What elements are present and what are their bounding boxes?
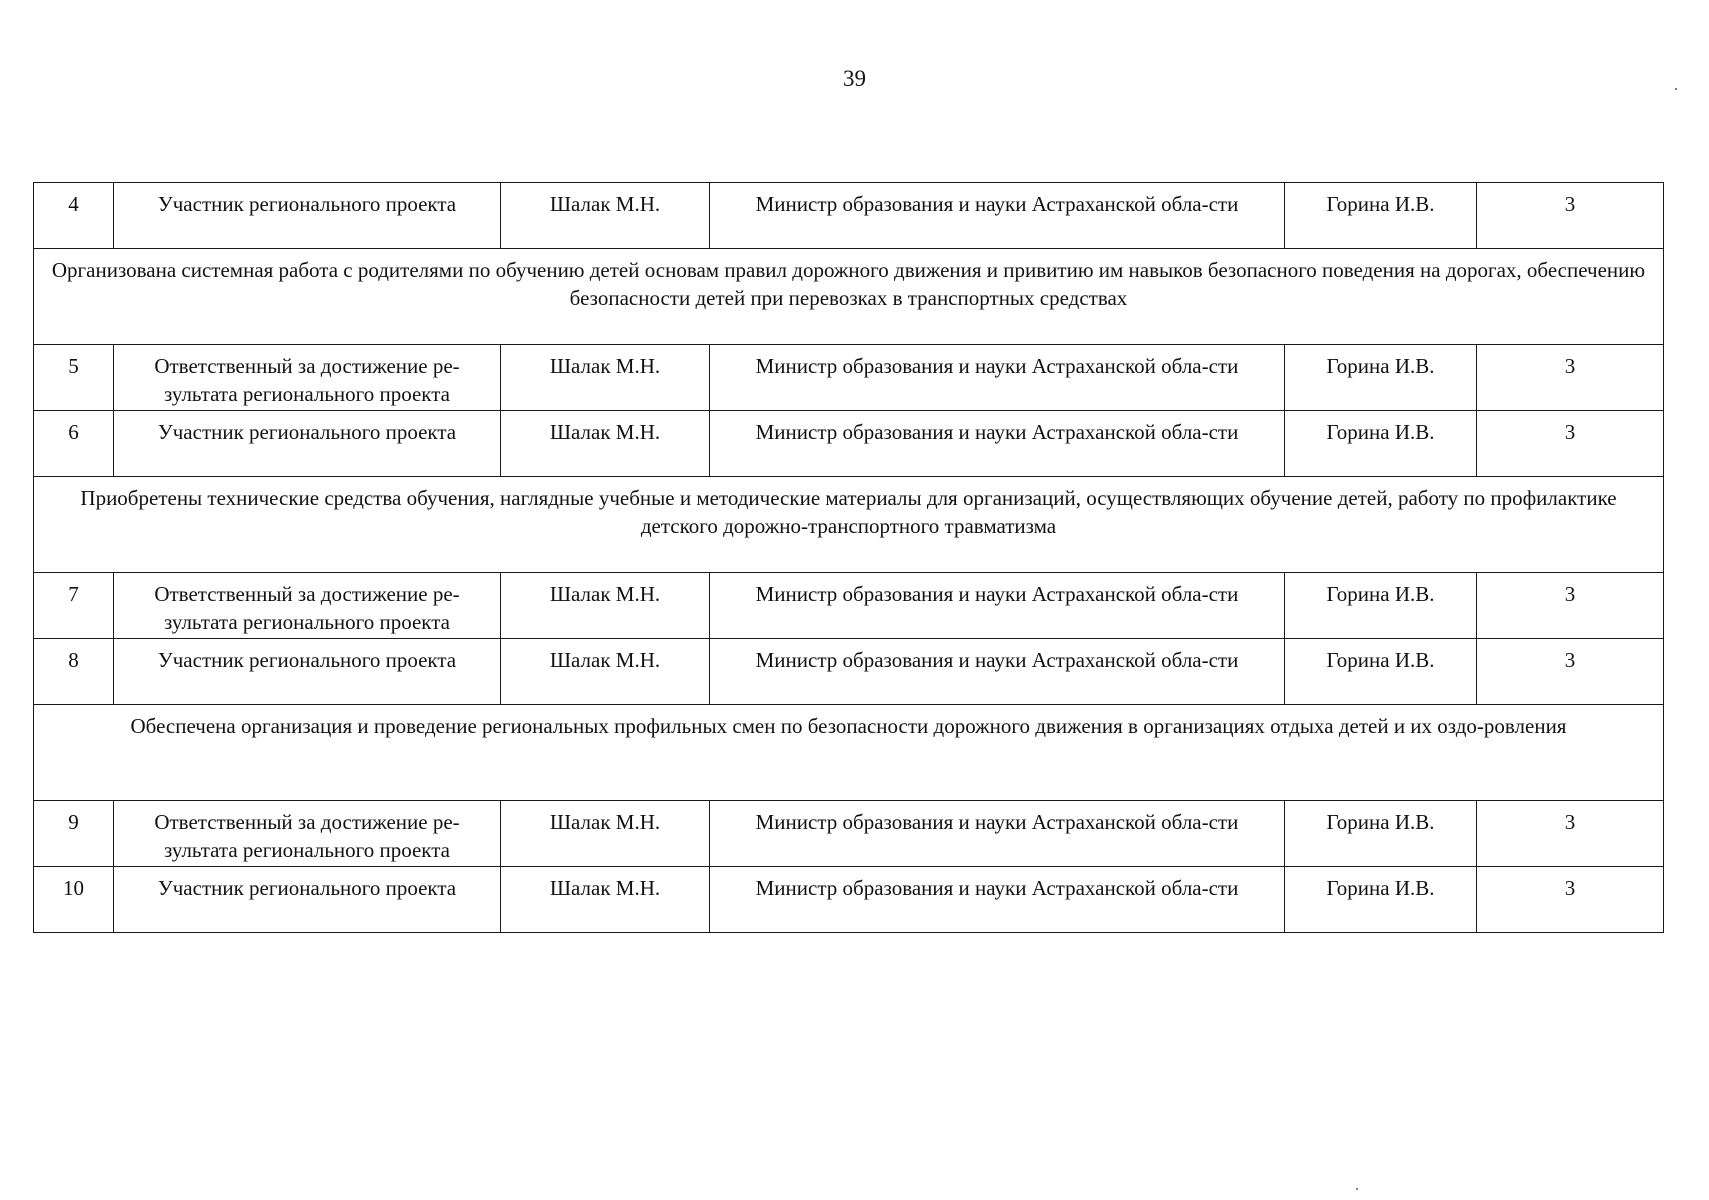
name-cell: Шалак М.Н. xyxy=(501,801,710,867)
role-cell: Участник регионального проекта xyxy=(114,183,501,249)
role-cell: Ответственный за достижение ре-зультата регионального проекта xyxy=(114,801,501,867)
row-number-cell: 4 xyxy=(34,183,114,249)
role-cell: Ответственный за достижение ре-зультата регионального проекта xyxy=(114,573,501,639)
table-body xyxy=(34,183,1664,933)
name-cell: Шалак М.Н. xyxy=(501,573,710,639)
position-cell: Министр образования и науки Астраханской обла-сти xyxy=(710,183,1285,249)
name-cell: Шалак М.Н. xyxy=(501,639,710,705)
table-row xyxy=(34,573,1664,639)
section-header-row xyxy=(34,705,1664,801)
section-header-text: Обеспечена организация и проведение региональных профильных смен по безопасности дорожного движения в организациях отдыха детей и их оздо-ровления xyxy=(34,705,1664,801)
value-cell: 3 xyxy=(1477,345,1664,411)
position-cell: Министр образования и науки Астраханской обла-сти xyxy=(710,345,1285,411)
row-number-cell: 9 xyxy=(34,801,114,867)
table-row xyxy=(34,183,1664,249)
value-cell: 3 xyxy=(1477,639,1664,705)
role-cell: Ответственный за достижение ре-зультата регионального проекта xyxy=(114,345,501,411)
scan-speck xyxy=(1356,1188,1358,1190)
table-row xyxy=(34,411,1664,477)
row-number-cell: 8 xyxy=(34,639,114,705)
section-header-row xyxy=(34,249,1664,345)
name-cell: Шалак М.Н. xyxy=(501,345,710,411)
value-cell: 3 xyxy=(1477,183,1664,249)
supervisor-cell: Горина И.В. xyxy=(1285,345,1477,411)
row-number-cell: 5 xyxy=(34,345,114,411)
value-cell: 3 xyxy=(1477,573,1664,639)
supervisor-cell: Горина И.В. xyxy=(1285,573,1477,639)
name-cell: Шалак М.Н. xyxy=(501,411,710,477)
position-cell: Министр образования и науки Астраханской обла-сти xyxy=(710,573,1285,639)
position-cell: Министр образования и науки Астраханской обла-сти xyxy=(710,411,1285,477)
table-row xyxy=(34,345,1664,411)
position-cell: Министр образования и науки Астраханской обла-сти xyxy=(710,639,1285,705)
role-cell: Участник регионального проекта xyxy=(114,639,501,705)
supervisor-cell: Горина И.В. xyxy=(1285,867,1477,933)
row-number-cell: 6 xyxy=(34,411,114,477)
role-cell: Участник регионального проекта xyxy=(114,411,501,477)
value-cell: 3 xyxy=(1477,867,1664,933)
supervisor-cell: Горина И.В. xyxy=(1285,801,1477,867)
scan-speck xyxy=(1675,88,1677,90)
value-cell: 3 xyxy=(1477,411,1664,477)
section-header-row xyxy=(34,477,1664,573)
participants-table xyxy=(33,182,1664,933)
page-number: 39 xyxy=(843,66,866,91)
position-cell: Министр образования и науки Астраханской обла-сти xyxy=(710,801,1285,867)
supervisor-cell: Горина И.В. xyxy=(1285,411,1477,477)
role-cell: Участник регионального проекта xyxy=(114,867,501,933)
name-cell: Шалак М.Н. xyxy=(501,867,710,933)
table-row xyxy=(34,639,1664,705)
position-cell: Министр образования и науки Астраханской обла-сти xyxy=(710,867,1285,933)
table-row xyxy=(34,867,1664,933)
row-number-cell: 7 xyxy=(34,573,114,639)
name-cell: Шалак М.Н. xyxy=(501,183,710,249)
row-number-cell: 10 xyxy=(34,867,114,933)
value-cell: 3 xyxy=(1477,801,1664,867)
section-header-text: Организована системная работа с родителями по обучению детей основам правил дорожного движения и привитию им навыков безопасного поведения на дорогах, обеспечению безопасности детей при перевозках в транспортных средствах xyxy=(34,249,1664,345)
table-row xyxy=(34,801,1664,867)
section-header-text: Приобретены технические средства обучения, наглядные учебные и методические материалы для организаций, осуществляющих обучение детей, работу по профилактике детского дорожно-транспортного травматизма xyxy=(34,477,1664,573)
supervisor-cell: Горина И.В. xyxy=(1285,639,1477,705)
supervisor-cell: Горина И.В. xyxy=(1285,183,1477,249)
